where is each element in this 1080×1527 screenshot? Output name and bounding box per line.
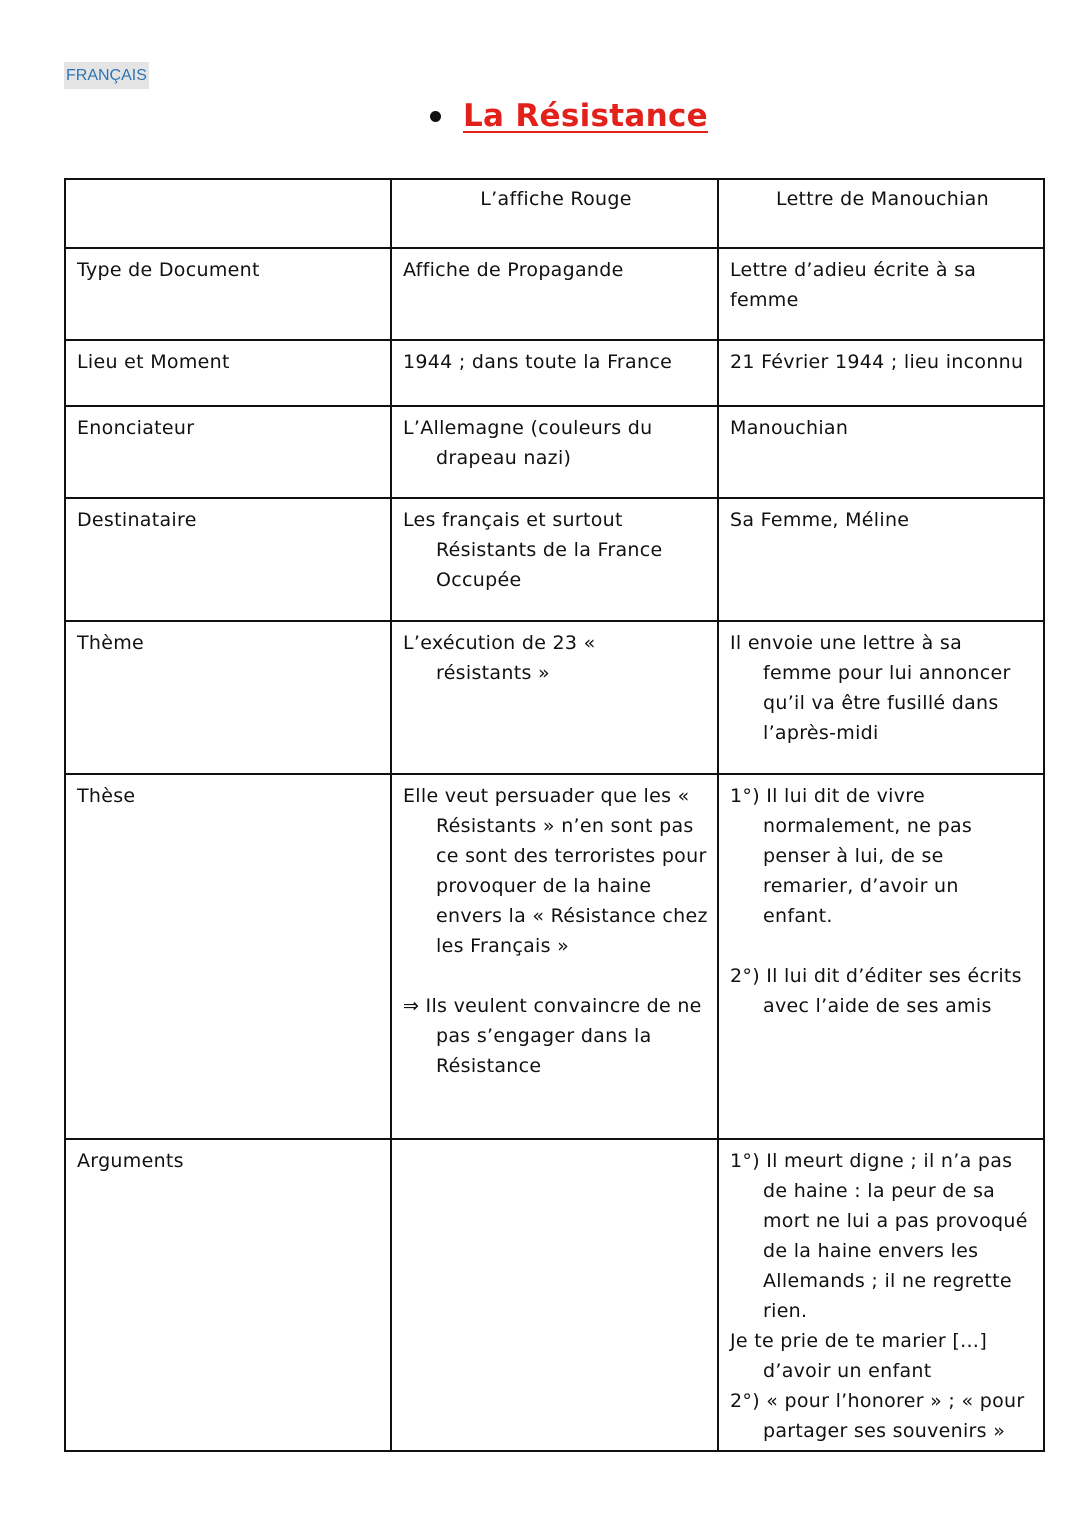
cell-text: 2°) « pour l’honorer » ; « pour partager ses souvenirs » bbox=[730, 1390, 1025, 1442]
row-label: Type de Document bbox=[65, 248, 391, 340]
cell-text: Affiche de Propagande bbox=[403, 259, 624, 281]
affiche-cell bbox=[391, 621, 718, 774]
lettre-cell bbox=[718, 498, 1044, 621]
lettre-cell bbox=[718, 621, 1044, 774]
cell-text: 1°) Il lui dit de vivre normalement, ne pas penser à lui, de se remarier, d’avoir un enfant. bbox=[730, 785, 973, 927]
header-empty-cell bbox=[65, 179, 391, 248]
subject-label: FRANÇAIS bbox=[64, 62, 149, 89]
spacer bbox=[730, 931, 1035, 961]
affiche-cell bbox=[391, 1139, 718, 1451]
row-label: Enonciateur bbox=[65, 406, 391, 498]
lettre-cell bbox=[718, 340, 1044, 406]
cell-text: Elle veut persuader que les « Résistants » n’en sont pas ce sont des terroristes pour provoquer de la haine envers la « Résistance chez les Français » bbox=[403, 785, 708, 957]
comparison-table bbox=[64, 178, 1045, 1452]
page-title: La Résistance bbox=[463, 98, 708, 134]
cell-text: Manouchian bbox=[730, 417, 849, 439]
affiche-cell bbox=[391, 248, 718, 340]
lettre-cell bbox=[718, 1139, 1044, 1451]
affiche-cell bbox=[391, 774, 718, 1139]
lettre-cell bbox=[718, 406, 1044, 498]
table-row bbox=[65, 340, 1044, 406]
cell-text: Il envoie une lettre à sa femme pour lui annoncer qu’il va être fusillé dans l’après-midi bbox=[730, 632, 1011, 744]
bullet-icon bbox=[430, 111, 441, 122]
cell-text: Je te prie de te marier […] d’avoir un enfant bbox=[730, 1330, 988, 1382]
lettre-cell bbox=[718, 248, 1044, 340]
table-header-row bbox=[65, 179, 1044, 248]
affiche-cell bbox=[391, 498, 718, 621]
table-row bbox=[65, 621, 1044, 774]
row-label: Thème bbox=[65, 621, 391, 774]
header-lettre-manouchian: Lettre de Manouchian bbox=[718, 179, 1044, 248]
cell-text: Lettre d’adieu écrite à sa femme bbox=[730, 259, 977, 311]
header-affiche-rouge: L’affiche Rouge bbox=[391, 179, 718, 248]
table-row bbox=[65, 1139, 1044, 1451]
cell-text: 21 Février 1944 ; lieu inconnu bbox=[730, 351, 1024, 373]
table-row bbox=[65, 248, 1044, 340]
title-row bbox=[430, 94, 708, 138]
row-label: Lieu et Moment bbox=[65, 340, 391, 406]
lettre-cell bbox=[718, 774, 1044, 1139]
cell-text: ⇒ Ils veulent convaincre de ne pas s’engager dans la Résistance bbox=[403, 995, 702, 1077]
row-label: Arguments bbox=[65, 1139, 391, 1451]
affiche-cell bbox=[391, 340, 718, 406]
cell-text: 1°) Il meurt digne ; il n’a pas de haine : la peur de sa mort ne lui a pas provoqué de la haine envers les Allemands ; il ne regrette rien. bbox=[730, 1150, 1028, 1322]
cell-text: 2°) Il lui dit d’éditer ses écrits avec l’aide de ses amis bbox=[730, 965, 1022, 1017]
spacer bbox=[403, 961, 709, 991]
table-row bbox=[65, 774, 1044, 1139]
affiche-cell bbox=[391, 406, 718, 498]
table-row bbox=[65, 406, 1044, 498]
cell-text: L’Allemagne (couleurs du drapeau nazi) bbox=[403, 417, 653, 469]
cell-text: L’exécution de 23 « résistants » bbox=[403, 632, 596, 684]
table-row bbox=[65, 498, 1044, 621]
row-label: Destinataire bbox=[65, 498, 391, 621]
row-label: Thèse bbox=[65, 774, 391, 1139]
cell-text: Sa Femme, Méline bbox=[730, 509, 910, 531]
cell-text: 1944 ; dans toute la France bbox=[403, 351, 673, 373]
cell-text: Les français et surtout Résistants de la France Occupée bbox=[403, 509, 663, 591]
